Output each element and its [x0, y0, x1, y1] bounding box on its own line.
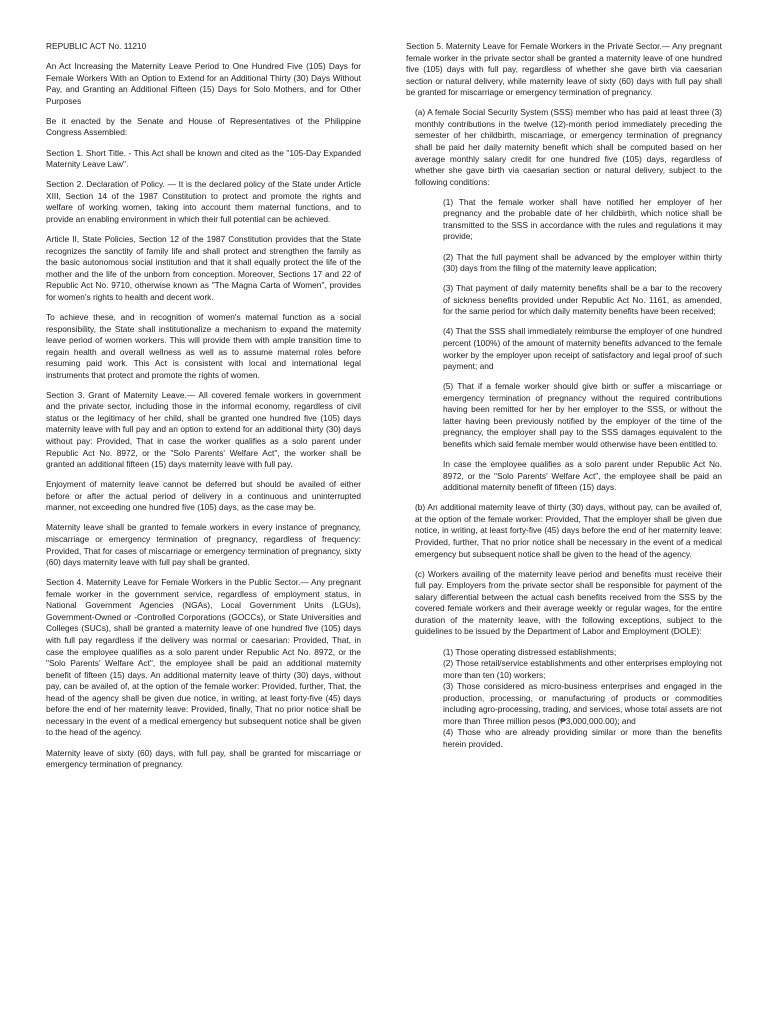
exceptions-list	[443, 647, 722, 751]
section-3-enjoyment: Enjoyment of maternity leave cannot be deferred but should be availed of either before or after the actual period of delivery in a continuous and uninterrupted manner, not exceeding one hundred five (105) days, as the case may be.	[46, 479, 361, 513]
act-title: An Act Increasing the Maternity Leave Period to One Hundred Five (105) Days for Female Workers With an Option to Extend for an Additional Thirty (30) Days Without Pay, and Granting an Additional Fifteen (15) Days for Solo Mothers, and for Other Purposes	[46, 61, 361, 106]
section-4-miscarriage: Maternity leave of sixty (60) days, with full pay, shall be granted for miscarriage or emergency termination of pregnancy.	[46, 747, 361, 770]
section-1: Section 1. Short Title. - This Act shall be known and cited as the "105-Day Expanded Maternity Leave Law".	[46, 147, 361, 170]
act-number: REPUBLIC ACT No. 11210	[46, 41, 147, 51]
section-5: Section 5. Maternity Leave for Female Workers in the Private Sector.— Any pregnant female worker in the private sector shall be granted a maternity leave of one hundred five (105) days with full pay, regardless of whether she gave birth via caesarian section or natural delivery, while maternity leave of sixty (60) days with full pay shall be granted for miscarriage or emergency termination of pregnancy.	[406, 41, 722, 98]
condition-1: (1) That the female worker shall have notified her employer of her pregnancy and the probable date of her childbirth, which notice shall be transmitted to the SSS in accordance with the rules and regulations it may provide;	[443, 196, 722, 242]
condition-2: (2) That the full payment shall be advanced by the employer within thirty (30) days from the filing of the maternity leave application;	[443, 251, 722, 274]
left-column	[46, 41, 361, 779]
exception-4: (4) Those who are already providing similar or more than the benefits herein provided.	[443, 727, 722, 749]
condition-5: (5) That if a female worker should give birth or suffer a miscarriage or emergency termination of pregnancy without the required contributions having been remitted for her by her employer to the SSS, or without the latter having been previously notified by the employer of the time of the pregnancy, the employer shall pay to the SSS damages equivalent to the benefits which said female member would otherwise have been entitled to.	[443, 381, 722, 449]
section-5-paragraph-a: (a) A female Social Security System (SSS) member who has paid at least three (3) monthly contributions in the twelve (12)-month period immediately preceding the semester of her childbirth, miscarriage, or emergency termination of pregnancy shall be paid her daily maternity benefit which shall be computed based on her average monthly salary credit for one hundred five (105) days, regardless of whether she gave birth via caesarian section or natural delivery, subject to the following conditions:	[415, 107, 722, 187]
exception-3: (3) Those considered as micro-business enterprises and engaged in the production, processing, or manufacturing of products or commodities including agro-processing, trading, and services, whose total assets are not more than Three million pesos (₱3,000,000.00); and	[443, 681, 722, 726]
section-2-mechanism: To achieve these, and in recognition of women's maternal function as a social responsibility, the State shall institutionalize a mechanism to expand the maternity leave period of women workers. This will provide them with ample transition time to regain health and overall wellness as well as to assume maternal roles before resuming paid work. This Act is consistent with local and international legal instruments that protect and promote the rights of women.	[46, 311, 361, 380]
solo-parent-note: In case the employee qualifies as a solo parent under Republic Act No. 8972, or the "Solo Parents' Welfare Act", the employee shall be paid an additional maternity benefit of fifteen (15) days.	[443, 459, 722, 493]
section-4: Section 4. Maternity Leave for Female Workers in the Public Sector.— Any pregnant female worker in the government service, regardless of employment status, in National Government Agencies (NGAs), Local Government Units (LGUs), Government-Owned or -Controlled Corporations (GOCCs), or State Universities and Colleges (SUCs), shall be granted a maternity leave of one hundred five (105) days with full pay regardless if the delivery was normal or caesarian: Provided, That, in case the employee qualifies as a solo parent under Republic Act No. 8972, or the "Solo Parents' Welfare Act", the employee shall be paid an additional maternity benefit of fifteen (15) days. An additional maternity leave of thirty (30) days, without pay, can be availed of, at the option of the female worker: Provided, further, That, the head of the agency shall be given due notice, in writing, at least forty-five (45) days before the end of her maternity leave: Provided, finally, That no prior notice shall be necessary in the event of a medical emergency but subsequent notice shall be given to the head of the agency.	[46, 577, 361, 738]
section-3-instances: Maternity leave shall be granted to female workers in every instance of pregnancy, miscarriage or emergency termination of pregnancy, regardless of frequency: Provided, That for cases of miscarriage or emergency termination of pregnancy, sixty (60) days maternity leave with full pay shall be granted.	[46, 522, 361, 568]
right-column	[406, 41, 722, 750]
section-5-paragraph-b: (b) An additional maternity leave of thirty (30) days, without pay, can be availed of, at the option of the female worker: Provided, That the employer shall be given due notice, in writing, at least forty-five (45) days before the end of her maternity leave: Provided, further, That no prior notice shall be necessary in the event of a medical emergency but subsequent notice shall be given to the head of the agency.	[415, 502, 722, 559]
condition-4: (4) That the SSS shall immediately reimburse the employer of one hundred percent (100%) of the amount of maternity benefits advanced to the female worker by the employer upon receipt of satisfactory and legal proof of such payment; and	[443, 326, 722, 372]
exception-1: (1) Those operating distressed establishments;	[443, 646, 617, 657]
section-2: Section 2. Declaration of Policy. — It is the declared policy of the State under Article XIII, Section 14 of the 1987 Constitution to protect and promote the rights and welfare of working women, taking into account them maternal functions, and to provide an enabling environment in which their full potential can be achieved.	[46, 179, 361, 224]
exception-2: (2) Those retail/service establishments and other enterprises employing not more than ten (10) workers;	[443, 658, 722, 680]
enacting-clause: Be it enacted by the Senate and House of Representatives of the Philippine Congress Assembled:	[46, 115, 361, 138]
section-2-article-ii: Article II, State Policies, Section 12 of the 1987 Constitution provides that the State recognizes the sanctity of family life and shall protect and strengthen the family as the basic autonomous social institution and that it shall equally protect the life of the mother and the life of the unborn from conception. Moreover, Sections 17 and 22 of Republic Act No. 9710, otherwise known as "The Magna Carta of Women", provides for women's rights to health and decent work.	[46, 234, 361, 302]
section-3: Section 3. Grant of Maternity Leave.— All covered female workers in government and the private sector, including those in the informal economy, regardless of civil status or the legitimacy of her child, shall be granted one hundred five (105) days maternity leave with full pay and an option to extend for an additional thirty (30) days without pay: Provided, That in case the worker qualifies as a solo parent under Republic Act No. 8972, or the "Solo Parents' Welfare Act", the worker shall be granted an additional fifteen (15) days maternity leave with full pay.	[46, 389, 361, 470]
condition-3: (3) That payment of daily maternity benefits shall be a bar to the recovery of sickness benefits provided under Republic Act No. 1161, as amended, for the same period for which daily maternity benefits have been received;	[443, 283, 722, 317]
section-5-paragraph-c: (c) Workers availing of the maternity leave period and benefits must receive their full pay. Employers from the private sector shall be responsible for payment of the salary differential between the actual cash benefits received from the SSS by the covered female workers and their average weekly or regular wages, for the entire duration of the maternity leave, with the following exceptions, subject to the guidelines to be issued by the Department of Labor and Employment (DOLE):	[415, 568, 722, 637]
